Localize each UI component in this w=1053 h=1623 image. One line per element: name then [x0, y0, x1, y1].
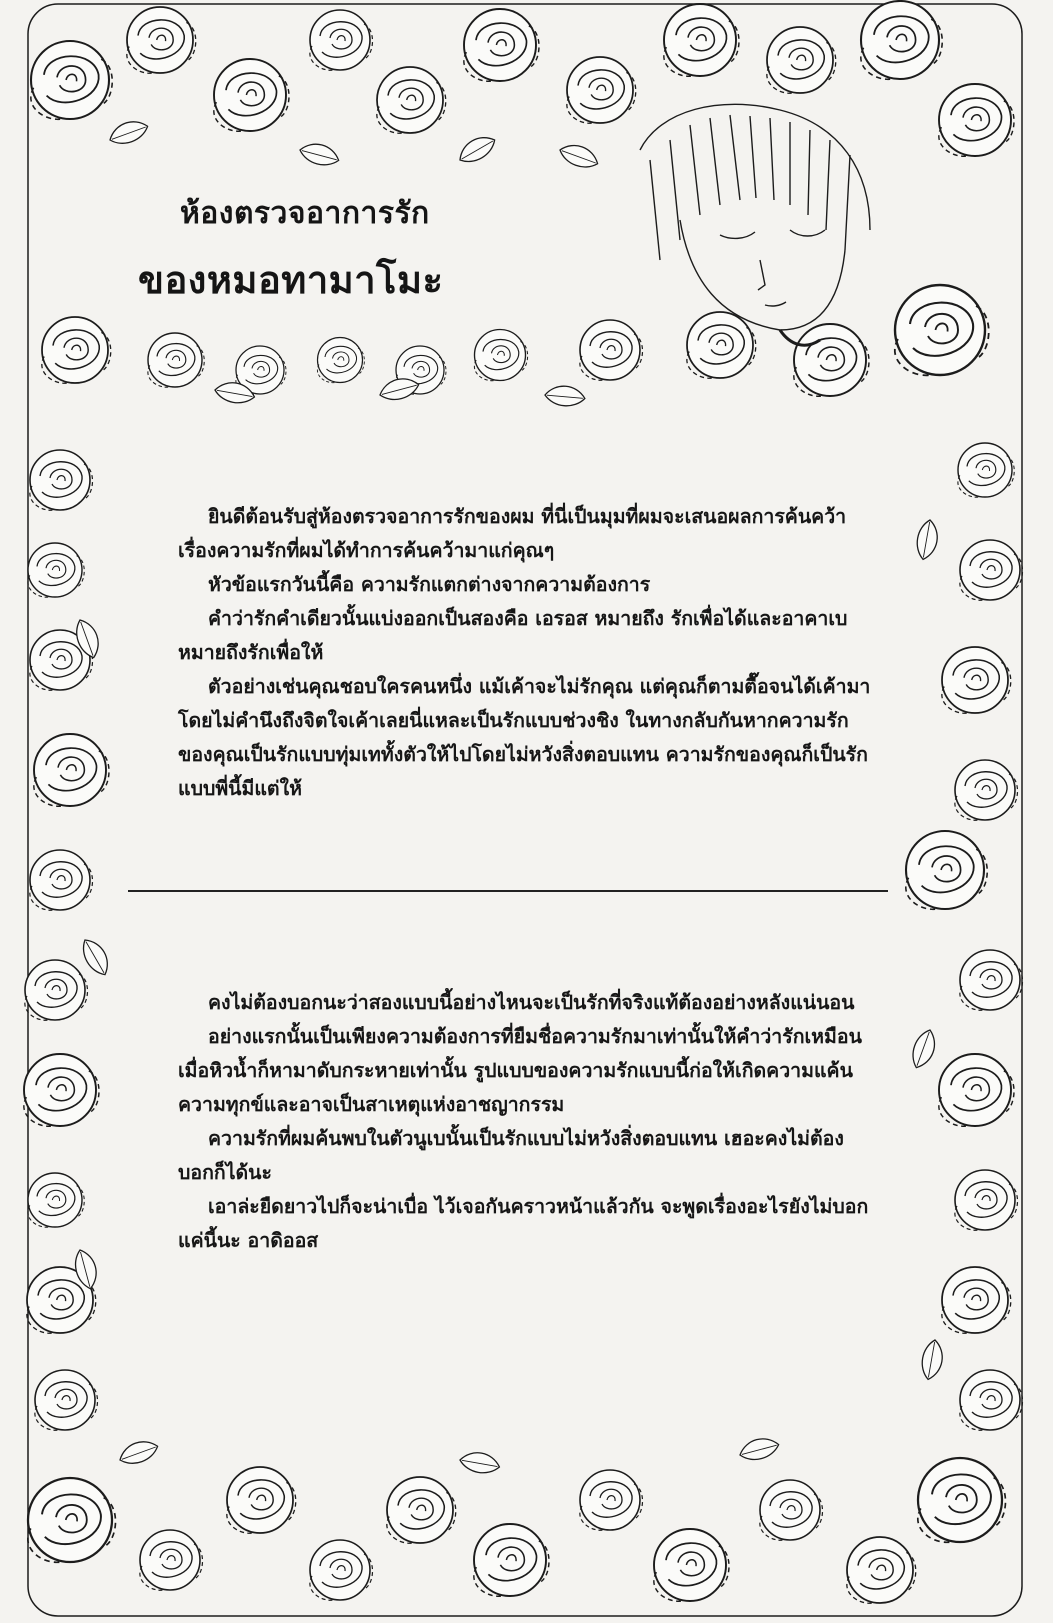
- paragraph: คำว่ารักคำเดียวนั้นแบ่งออกเป็นสองคือ เอรอส หมายถึง รักเพื่อได้และอาคาเบ หมายถึงรักเพื่อให้: [178, 607, 848, 664]
- paragraph: ตัวอย่างเช่นคุณชอบใครคนหนึ่ง แม้เค้าจะไม่รักคุณ แต่คุณก็ตามตื๊อจนได้เค้ามาโดยไม่คำนึงถึงจิตใจเค้าเลยนี่แหละเป็นรักแบบช่วงชิง ในทางกลับกันหากความรักของคุณเป็นรักแบบทุ่มเททั้งตัวให้ไปโดยไม่หวังสิ่งตอบแทน ความรักของคุณก็เป็นรักแบบพี่นี้มีแต่ให้: [178, 675, 871, 800]
- paragraph: ความรักที่ผมค้นพบในตัวนูเบนั้นเป็นรักแบบไม่หวังสิ่งตอบแทน เฮอะคงไม่ต้องบอกก็ได้นะ: [178, 1127, 844, 1184]
- paragraph: หัวข้อแรกวันนี้คือ ความรักแตกต่างจากความต้องการ: [208, 573, 651, 596]
- page-title-line1: ห้องตรวจอาการรัก: [180, 196, 430, 231]
- page-title-line2: ของหมอทามาโมะ: [138, 258, 444, 302]
- paragraph: ยินดีต้อนรับสู่ห้องตรวจอาการรักของผม ที่นี่เป็นมุมที่ผมจะเสนอผลการค้นคว้าเรื่องความรักที่ผมได้ทำการค้นคว้ามาแก่คุณๆ: [178, 505, 847, 562]
- paragraph: คงไม่ต้องบอกนะว่าสองแบบนี้อย่างไหนจะเป็นรักที่จริงแท้ต้องอย่างหลังแน่นอน: [208, 991, 855, 1014]
- bottom-rose-band: [28, 1435, 1006, 1604]
- right-rose-column: [906, 443, 1023, 1430]
- top-rose-band: [31, 1, 1014, 172]
- character-illustration: [640, 104, 870, 345]
- paragraph: เอาล่ะยืดยาวไปก็จะน่าเบื่อ ไว้เจอกันคราวหน้าแล้วกัน จะพูดเรื่องอะไรยังไม่บอก แค่นี้นะ อาดิออส: [178, 1195, 869, 1252]
- text-section-2: [178, 986, 878, 1258]
- title-block: [138, 190, 578, 310]
- text-section-1: [178, 500, 878, 806]
- section-divider: [128, 890, 888, 892]
- left-rose-column: [24, 450, 114, 1430]
- paragraph: อย่างแรกนั้นเป็นเพียงความต้องการที่ยืมชื่อความรักมาเท่านั้นให้คำว่ารักเหมือนเมื่อหิวน้ำก็หามาดับกระหายเท่านั้น รูปแบบของความรักแบบนี้ก่อให้เกิดความแค้น ความทุกข์และอาจเป็นสาเหตุแห่งอาชญากรรม: [178, 1025, 862, 1116]
